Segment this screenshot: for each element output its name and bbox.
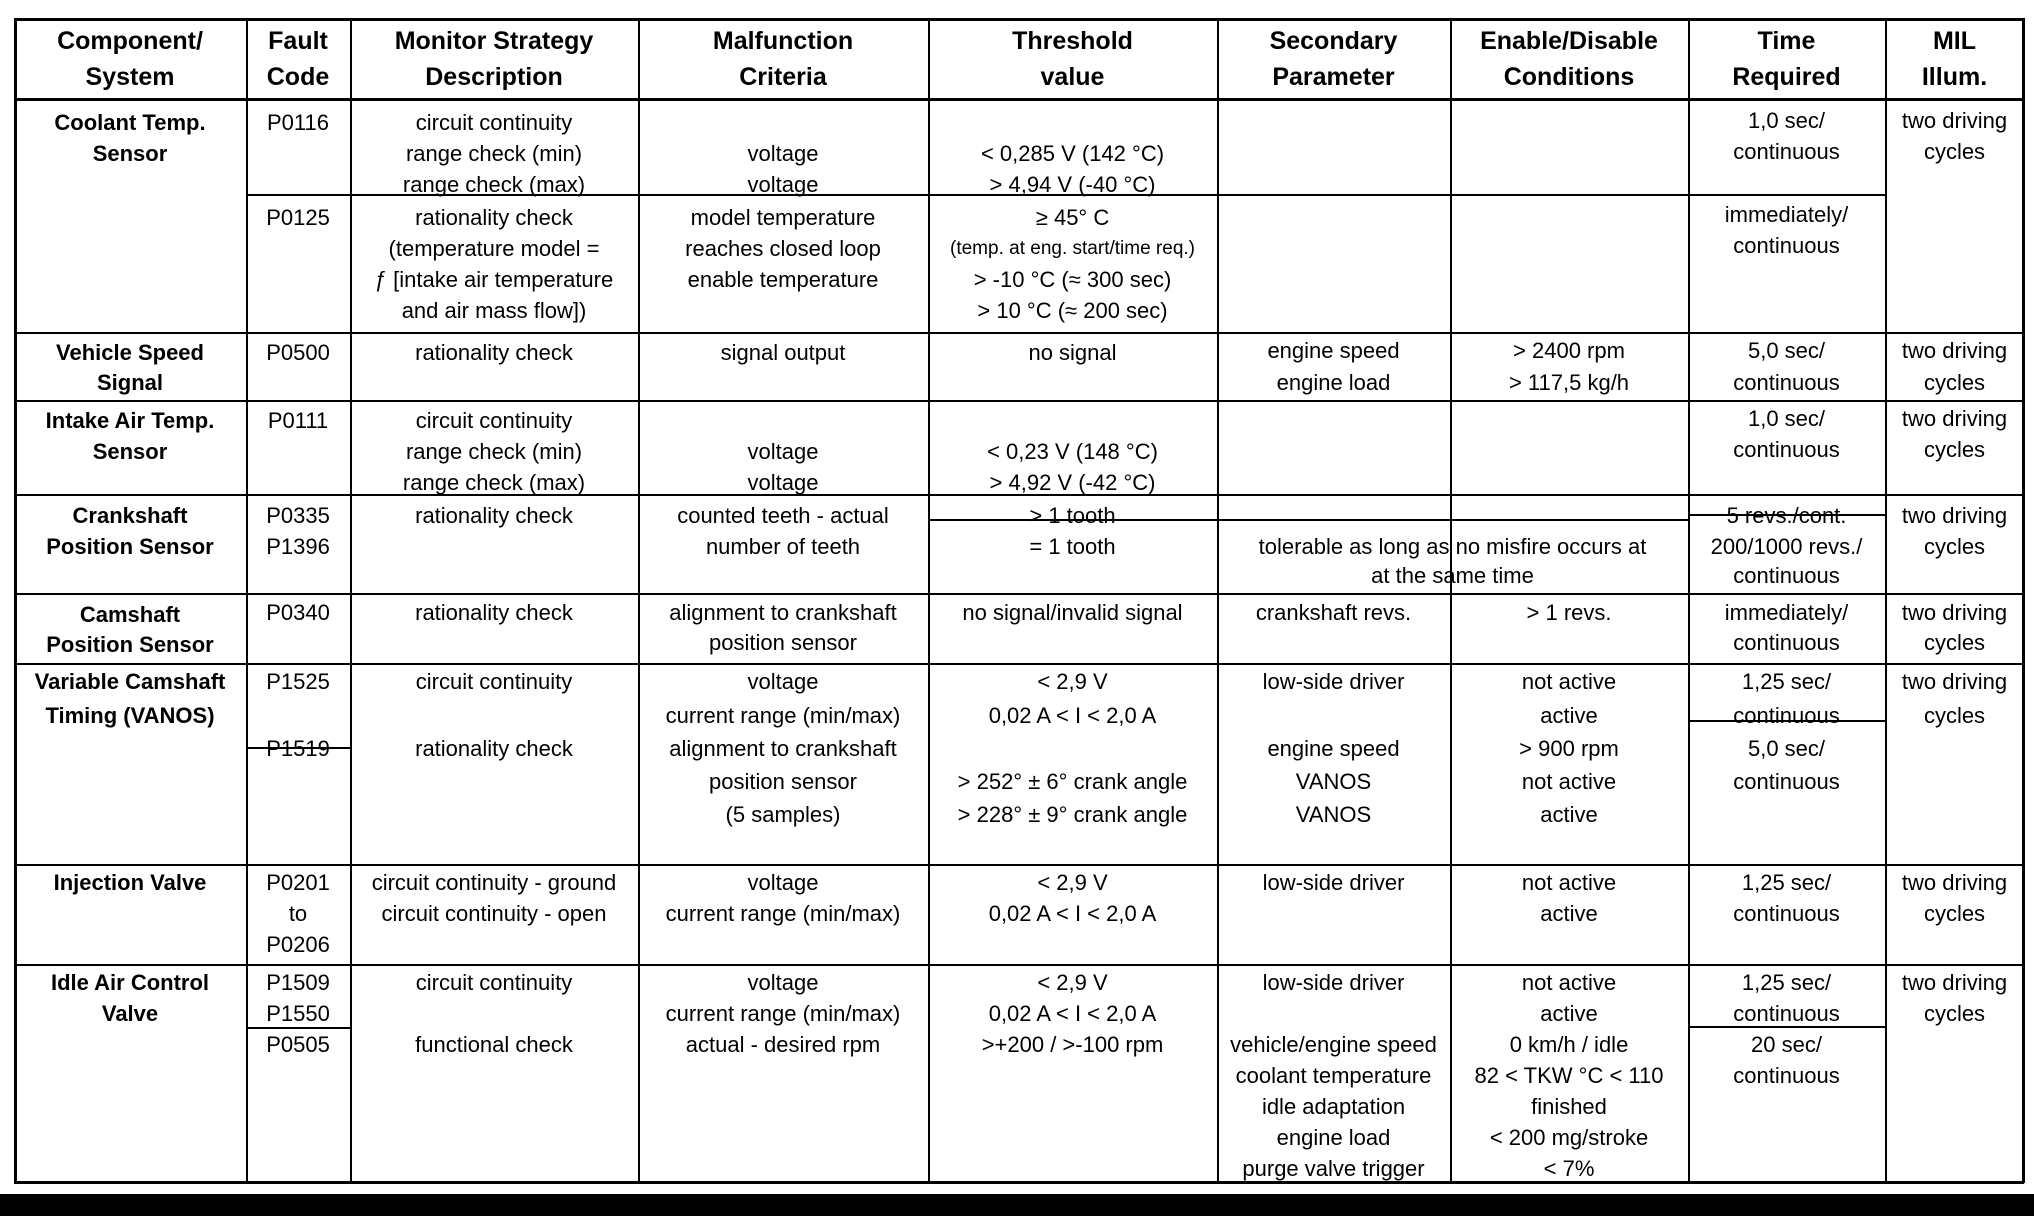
row-separator bbox=[14, 593, 2024, 595]
monitor-strategy: circuit continuity bbox=[415, 669, 573, 694]
malfunction-criteria: current range (min/max) bbox=[665, 901, 901, 926]
threshold-value: 0,02 A < I < 2,0 A bbox=[988, 1001, 1157, 1026]
enable-condition: < 7% bbox=[1543, 1156, 1595, 1181]
mil-illumination: two driving bbox=[1901, 108, 2008, 133]
mil-illumination: two driving bbox=[1901, 669, 2008, 694]
threshold-value: = 1 tooth bbox=[1029, 534, 1116, 559]
header-malfunction-criteria: Criteria bbox=[739, 63, 827, 91]
row-separator bbox=[14, 864, 2024, 866]
malfunction-criteria: reaches closed loop bbox=[685, 236, 881, 261]
secondary-parameter: coolant temperature bbox=[1235, 1063, 1432, 1088]
malfunction-criteria: actual - desired rpm bbox=[685, 1032, 881, 1057]
enable-condition: < 200 mg/stroke bbox=[1489, 1125, 1649, 1150]
fault-code: P0505 bbox=[266, 1032, 330, 1057]
fault-code: P1525 bbox=[266, 669, 330, 694]
threshold-value: ≥ 45° C bbox=[1035, 205, 1110, 230]
time-required: immediately/ bbox=[1724, 600, 1849, 625]
malfunction-criteria: counted teeth - actual bbox=[677, 503, 889, 528]
monitor-strategy: rationality check bbox=[415, 503, 573, 528]
threshold-value: (temp. at eng. start/time req.) bbox=[950, 238, 1195, 259]
fault-code: P0201 bbox=[266, 870, 330, 895]
monitor-strategy: rationality check bbox=[415, 340, 573, 365]
component-name: Sensor bbox=[92, 141, 168, 166]
time-required: continuous bbox=[1733, 901, 1840, 926]
header-component: System bbox=[85, 63, 175, 91]
fault-code: P0116 bbox=[267, 110, 329, 135]
malfunction-criteria: signal output bbox=[720, 340, 846, 365]
malfunction-criteria: position sensor bbox=[709, 630, 857, 655]
misfire-note: tolerable as long as no misfire occurs at bbox=[1258, 534, 1647, 559]
page-bottom-band bbox=[0, 1194, 2034, 1216]
component-name: Sensor bbox=[92, 439, 168, 464]
component-name: Camshaft bbox=[79, 602, 181, 627]
header-monitor-strategy: Monitor Strategy bbox=[394, 27, 594, 55]
mil-illumination: cycles bbox=[1923, 630, 1986, 655]
grid-line bbox=[350, 18, 352, 1183]
component-name: Idle Air Control bbox=[50, 970, 210, 995]
threshold-value: > 1 tooth bbox=[1029, 503, 1116, 528]
enable-condition: > 117,5 kg/h bbox=[1508, 370, 1630, 395]
mil-illumination: two driving bbox=[1901, 406, 2008, 431]
mil-illumination: two driving bbox=[1901, 503, 2008, 528]
time-required: continuous bbox=[1733, 437, 1840, 462]
malfunction-criteria: current range (min/max) bbox=[665, 703, 901, 728]
fault-code: P0206 bbox=[266, 932, 330, 957]
threshold-value: > 228° ± 9° crank angle bbox=[957, 802, 1188, 827]
time-required: 1,25 sec/ bbox=[1741, 669, 1832, 694]
malfunction-criteria: model temperature bbox=[690, 205, 876, 230]
grid-line bbox=[1688, 18, 1690, 1183]
fault-code: P0111 bbox=[267, 408, 329, 433]
enable-condition: active bbox=[1540, 802, 1598, 827]
monitor-strategy: (temperature model = bbox=[388, 236, 600, 261]
monitor-strategy: rationality check bbox=[415, 600, 573, 625]
misfire-note: at the same time bbox=[1371, 563, 1534, 588]
time-required: continuous bbox=[1733, 1001, 1840, 1026]
monitor-strategy: range check (min) bbox=[405, 141, 583, 166]
time-required: continuous bbox=[1733, 630, 1840, 655]
fault-code: P0125 bbox=[266, 205, 330, 230]
mil-illumination: cycles bbox=[1923, 370, 1986, 395]
time-required: immediately/ bbox=[1724, 202, 1849, 227]
header-mil-illum: MIL bbox=[1932, 27, 1977, 55]
enable-condition: not active bbox=[1521, 769, 1617, 794]
monitor-strategy: rationality check bbox=[415, 205, 573, 230]
time-required: continuous bbox=[1733, 703, 1840, 728]
component-name: Crankshaft bbox=[72, 503, 188, 528]
monitor-strategy: circuit continuity - open bbox=[381, 901, 607, 926]
threshold-value: no signal/invalid signal bbox=[962, 600, 1183, 625]
secondary-parameter: engine speed bbox=[1267, 736, 1400, 761]
time-required: continuous bbox=[1733, 370, 1840, 395]
enable-condition: finished bbox=[1531, 1094, 1607, 1119]
secondary-parameter: low-side driver bbox=[1262, 669, 1405, 694]
threshold-value: < 2,9 V bbox=[1037, 669, 1108, 694]
threshold-value: > 4,94 V (-40 °C) bbox=[989, 172, 1156, 197]
table-bottom-border bbox=[14, 1181, 2024, 1184]
time-required: 20 sec/ bbox=[1751, 1032, 1822, 1057]
mil-illumination: cycles bbox=[1923, 534, 1986, 559]
enable-condition: active bbox=[1540, 901, 1598, 926]
grid-line bbox=[1217, 18, 1219, 1183]
header-secondary-parameter: Parameter bbox=[1272, 63, 1395, 91]
threshold-value: < 2,9 V bbox=[1037, 870, 1108, 895]
obd-monitor-table bbox=[14, 18, 2024, 1183]
enable-condition: not active bbox=[1521, 970, 1617, 995]
time-required: continuous bbox=[1733, 769, 1840, 794]
malfunction-criteria: voltage bbox=[747, 870, 819, 895]
fault-code: P0500 bbox=[266, 340, 330, 365]
secondary-parameter: engine load bbox=[1276, 370, 1391, 395]
row-separator bbox=[14, 332, 2024, 334]
mil-illumination: two driving bbox=[1901, 870, 2008, 895]
enable-condition: active bbox=[1540, 1001, 1598, 1026]
grid-line bbox=[638, 18, 640, 1183]
enable-condition: active bbox=[1540, 703, 1598, 728]
fault-code: P1509 bbox=[266, 970, 330, 995]
mil-illumination: cycles bbox=[1923, 703, 1986, 728]
mil-illumination: two driving bbox=[1901, 970, 2008, 995]
time-required: continuous bbox=[1733, 563, 1840, 588]
component-name: Timing (VANOS) bbox=[45, 703, 215, 728]
component-name: Intake Air Temp. bbox=[45, 408, 215, 433]
enable-condition: > 900 rpm bbox=[1519, 736, 1619, 761]
secondary-parameter: low-side driver bbox=[1262, 870, 1405, 895]
mil-illumination: cycles bbox=[1923, 1001, 1986, 1026]
component-name: Coolant Temp. bbox=[54, 110, 206, 135]
time-required: 5 revs./cont. bbox=[1726, 503, 1847, 528]
header-fault-code: Code bbox=[266, 63, 330, 91]
header-component: Component/ bbox=[57, 27, 203, 55]
monitor-strategy: ƒ [intake air temperature bbox=[374, 267, 614, 292]
component-name: Position Sensor bbox=[46, 632, 214, 657]
secondary-parameter: engine speed bbox=[1267, 338, 1400, 363]
time-required: 1,0 sec/ bbox=[1747, 108, 1826, 133]
header-mil-illum: Illum. bbox=[1921, 63, 1988, 91]
secondary-parameter: VANOS bbox=[1295, 802, 1372, 827]
component-name: Valve bbox=[101, 1001, 159, 1026]
malfunction-criteria: voltage bbox=[747, 172, 819, 197]
grid-line bbox=[1885, 18, 1887, 1183]
monitor-strategy: functional check bbox=[415, 1032, 573, 1057]
component-name: Position Sensor bbox=[46, 534, 214, 559]
time-required: continuous bbox=[1733, 1063, 1840, 1088]
malfunction-criteria: voltage bbox=[747, 141, 819, 166]
monitor-strategy: range check (min) bbox=[405, 439, 583, 464]
monitor-strategy: circuit continuity bbox=[415, 408, 573, 433]
header-enable-disable: Enable/Disable bbox=[1480, 27, 1658, 55]
component-name: Variable Camshaft bbox=[34, 669, 226, 694]
enable-condition: not active bbox=[1521, 669, 1617, 694]
enable-condition: 0 km/h / idle bbox=[1509, 1032, 1629, 1057]
table-top-border bbox=[14, 18, 2024, 21]
fault-code: P1550 bbox=[266, 1001, 330, 1026]
secondary-parameter: low-side driver bbox=[1262, 970, 1405, 995]
fault-code: P1519 bbox=[266, 736, 330, 761]
monitor-strategy: and air mass flow]) bbox=[401, 298, 587, 323]
enable-condition: > 1 revs. bbox=[1526, 600, 1612, 625]
row-separator bbox=[14, 400, 2024, 402]
threshold-value: > 252° ± 6° crank angle bbox=[957, 769, 1188, 794]
monitor-strategy: rationality check bbox=[415, 736, 573, 761]
enable-condition: not active bbox=[1521, 870, 1617, 895]
mil-illumination: cycles bbox=[1923, 901, 1986, 926]
time-required: 1,25 sec/ bbox=[1741, 870, 1832, 895]
malfunction-criteria: current range (min/max) bbox=[665, 1001, 901, 1026]
threshold-value: 0,02 A < I < 2,0 A bbox=[988, 703, 1157, 728]
threshold-value: > 10 °C (≈ 200 sec) bbox=[977, 298, 1168, 323]
header-fault-code: Fault bbox=[268, 27, 328, 55]
secondary-parameter: idle adaptation bbox=[1261, 1094, 1406, 1119]
time-required: 1,0 sec/ bbox=[1747, 406, 1826, 431]
malfunction-criteria: enable temperature bbox=[687, 267, 879, 292]
monitor-strategy: circuit continuity - ground bbox=[371, 870, 617, 895]
malfunction-criteria: (5 samples) bbox=[725, 802, 841, 827]
time-required: 1,25 sec/ bbox=[1741, 970, 1832, 995]
header-enable-disable: Conditions bbox=[1503, 63, 1635, 91]
threshold-value: < 2,9 V bbox=[1037, 970, 1108, 995]
threshold-value: no signal bbox=[1028, 340, 1117, 365]
fault-code: to bbox=[288, 901, 308, 926]
component-name: Signal bbox=[96, 370, 164, 395]
header-time-required: Time bbox=[1757, 27, 1816, 55]
grid-line bbox=[14, 18, 17, 1183]
header-threshold-value: Threshold bbox=[1012, 27, 1133, 55]
component-name: Vehicle Speed bbox=[56, 340, 204, 365]
secondary-parameter: purge valve trigger bbox=[1242, 1156, 1425, 1181]
header-secondary-parameter: Secondary bbox=[1269, 27, 1398, 55]
header-malfunction-criteria: Malfunction bbox=[712, 27, 854, 55]
row-separator bbox=[14, 964, 2024, 966]
threshold-value: 0,02 A < I < 2,0 A bbox=[988, 901, 1157, 926]
time-required: continuous bbox=[1733, 139, 1840, 164]
threshold-value: >+200 / >-100 rpm bbox=[981, 1032, 1164, 1057]
threshold-value: < 0,23 V (148 °C) bbox=[987, 439, 1158, 464]
monitor-strategy: range check (max) bbox=[402, 172, 586, 197]
malfunction-criteria: position sensor bbox=[709, 769, 857, 794]
threshold-value: < 0,285 V (142 °C) bbox=[980, 141, 1165, 166]
mil-illumination: cycles bbox=[1923, 139, 1986, 164]
grid-line bbox=[2022, 18, 2025, 1183]
header-monitor-strategy: Description bbox=[425, 63, 563, 91]
secondary-parameter: vehicle/engine speed bbox=[1230, 1032, 1437, 1057]
malfunction-criteria: voltage bbox=[747, 470, 819, 495]
malfunction-criteria: alignment to crankshaft bbox=[669, 600, 897, 625]
secondary-parameter: VANOS bbox=[1295, 769, 1372, 794]
malfunction-criteria: alignment to crankshaft bbox=[669, 736, 897, 761]
header-threshold-value: value bbox=[1040, 63, 1105, 91]
fault-code: P1396 bbox=[266, 534, 330, 559]
time-required: 5,0 sec/ bbox=[1747, 338, 1826, 363]
malfunction-criteria: voltage bbox=[747, 669, 819, 694]
time-required: continuous bbox=[1733, 233, 1840, 258]
header-bottom-border bbox=[14, 98, 2024, 101]
malfunction-criteria: number of teeth bbox=[705, 534, 861, 559]
enable-condition: > 2400 rpm bbox=[1513, 338, 1625, 363]
fault-code: P0335 bbox=[266, 503, 330, 528]
monitor-strategy: circuit continuity bbox=[415, 110, 573, 135]
grid-line bbox=[246, 18, 248, 1183]
time-required: 5,0 sec/ bbox=[1747, 736, 1826, 761]
threshold-value: > 4,92 V (-42 °C) bbox=[989, 470, 1156, 495]
mil-illumination: two driving bbox=[1901, 338, 2008, 363]
threshold-value: > -10 °C (≈ 300 sec) bbox=[973, 267, 1172, 292]
grid-line bbox=[1450, 18, 1452, 1183]
mil-illumination: cycles bbox=[1923, 437, 1986, 462]
malfunction-criteria: voltage bbox=[747, 970, 819, 995]
mil-illumination: two driving bbox=[1901, 600, 2008, 625]
header-time-required: Required bbox=[1732, 63, 1841, 91]
malfunction-criteria: voltage bbox=[747, 439, 819, 464]
monitor-strategy: range check (max) bbox=[402, 470, 586, 495]
fault-code: P0340 bbox=[266, 600, 330, 625]
enable-condition: 82 < TKW °C < 110 bbox=[1474, 1063, 1664, 1088]
monitor-strategy: circuit continuity bbox=[415, 970, 573, 995]
time-required: 200/1000 revs./ bbox=[1710, 534, 1863, 559]
grid-line bbox=[928, 18, 930, 1183]
secondary-parameter: crankshaft revs. bbox=[1255, 600, 1412, 625]
secondary-parameter: engine load bbox=[1276, 1125, 1391, 1150]
component-name: Injection Valve bbox=[53, 870, 207, 895]
row-separator bbox=[14, 663, 2024, 665]
